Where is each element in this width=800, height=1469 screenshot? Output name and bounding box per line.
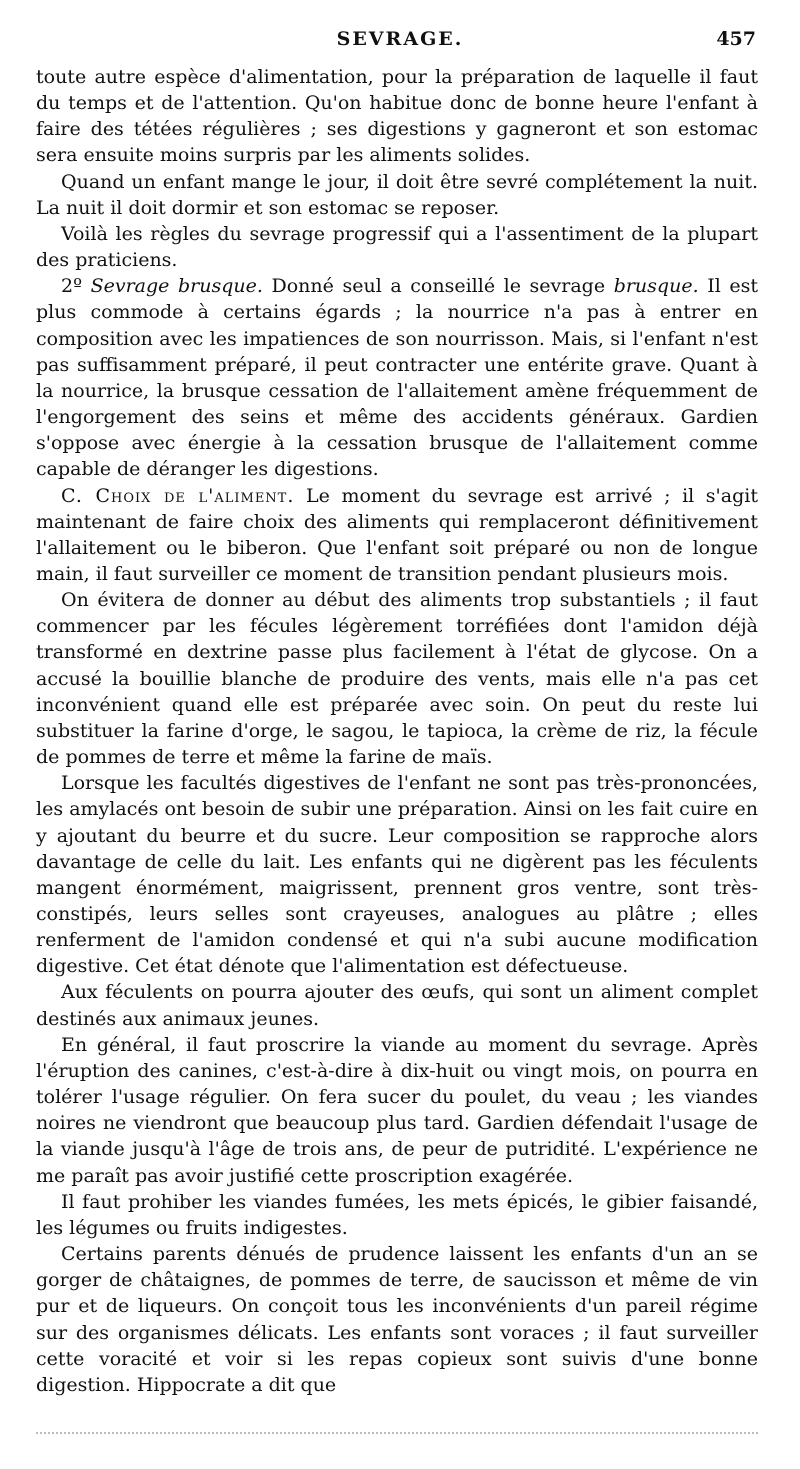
body-text (36, 64, 758, 1398)
section-heading: C. Choix de l'aliment. (61, 484, 295, 507)
paragraph-sevrage-brusque (36, 273, 758, 482)
footer-scan-mark (36, 1432, 758, 1440)
page-number: 457 (716, 28, 756, 50)
paragraph-text: Il est plus commode à certains égards ; la nourrice n'a pas à entrer en composition avec les impatiences de son nourrisson. Mais, si l'enfant n'est pas suffisamment préparé, il peut contracter une entérite grave. Quant à la nourrice, la brusque cessation de l'allaitement amène fréquemment de l'engorgement des seins et même des accidents généraux. Gardien s'oppose avec énergie à la cessation brusque de l'allaitement comme capable de déranger les digestions. (36, 275, 758, 481)
paragraph: Voilà les règles du sevrage progressif qui a l'assentiment de la plupart des praticiens. (36, 222, 758, 272)
running-title: SEVRAGE. (336, 28, 464, 50)
paragraph: Il faut prohiber les viandes fumées, les mets épicés, le gibier faisandé, les légumes ou fruits indigestes. (36, 1190, 758, 1239)
running-header (0, 28, 800, 58)
paragraph-text: Le moment du sevrage est arrivé ; il s'agit maintenant de faire choix des aliments qui remplaceront définitivement l'allaitement ou le biberon. Que l'enfant soit préparé ou non de longue main, il faut surveiller ce moment de transition pendant plusieurs mois. (36, 484, 758, 585)
paragraph-text: Donné seul a conseillé le sevrage (262, 275, 614, 298)
section-heading: Sevrage brusque. (90, 275, 263, 298)
paragraph: En général, il faut proscrire la viande au moment du sevrage. Après l'éruption des canines, c'est-à-dire à dix-huit ou vingt mois, on pourra en tolérer l'usage régulier. On fera sucer du poulet, du veau ; les viandes noires ne viendront que beaucoup plus tard. Gardien défendait l'usage de la viande jusqu'à l'âge de trois ans, de peur de putridité. L'expérience ne me paraît pas avoir justifié cette proscription exagérée. (36, 1033, 758, 1187)
paragraph: Aux féculents on pourra ajouter des œufs, qui sont un aliment complet destinés aux animaux jeunes. (36, 981, 758, 1030)
emphasis: brusque. (613, 275, 699, 298)
section-number: 2º (61, 275, 91, 298)
paragraph: Quand un enfant mange le jour, il doit être sevré complétement la nuit. La nuit il doit dormir et son estomac se reposer. (36, 170, 758, 219)
paragraph: toute autre espèce d'alimentation, pour la préparation de laquelle il faut du temps et de l'attention. Qu'on habitue donc de bonne heure l'enfant à faire des tétées régulières ; ses digestions y gagneront et son estomac sera ensuite moins surpris par les aliments solides. (36, 66, 758, 167)
paragraph: Lorsque les facultés digestives de l'enfant ne sont pas très-prononcées, les amylacés ont besoin de subir une préparation. Ainsi on les fait cuire en y ajoutant du beurre et du sucre. Leur composition se rapproche alors davantage de celle du lait. Les enfants qui ne digèrent pas les féculents mangent énormément, maigrissent, prennent gros ventre, sont très-constipés, leurs selles sont crayeuses, analogues au plâtre ; elles renferment de l'amidon condensé et qui n'a subi aucune modification digestive. Cet état dénote que l'alimentation est défectueuse. (36, 772, 758, 978)
paragraph: Certains parents dénués de prudence laissent les enfants d'un an se gorger de châtaignes, de pommes de terre, de saucisson et même de vin pur et de liqueurs. On conçoit tous les inconvénients d'un pareil régime sur des organismes délicats. Les enfants sont voraces ; il faut surveiller cette voracité et voir si les repas copieux sont suivis d'une bonne digestion. Hippocrate a dit que (36, 1243, 758, 1396)
paragraph: On évitera de donner au début des aliments trop substantiels ; il faut commencer par les fécules légèrement torréfiées dont l'amidon déjà transformé en dextrine passe plus facilement à l'état de glycose. On a accusé la bouillie blanche de produire des vents, mais elle n'a pas cet inconvénient quand elle est préparée avec soin. On peut du reste lui substituer la farine d'orge, le sagou, le tapioca, la crème de riz, la fécule de pommes de terre et même la farine de maïs. (36, 589, 758, 769)
paragraph-choix-aliment (36, 483, 758, 588)
